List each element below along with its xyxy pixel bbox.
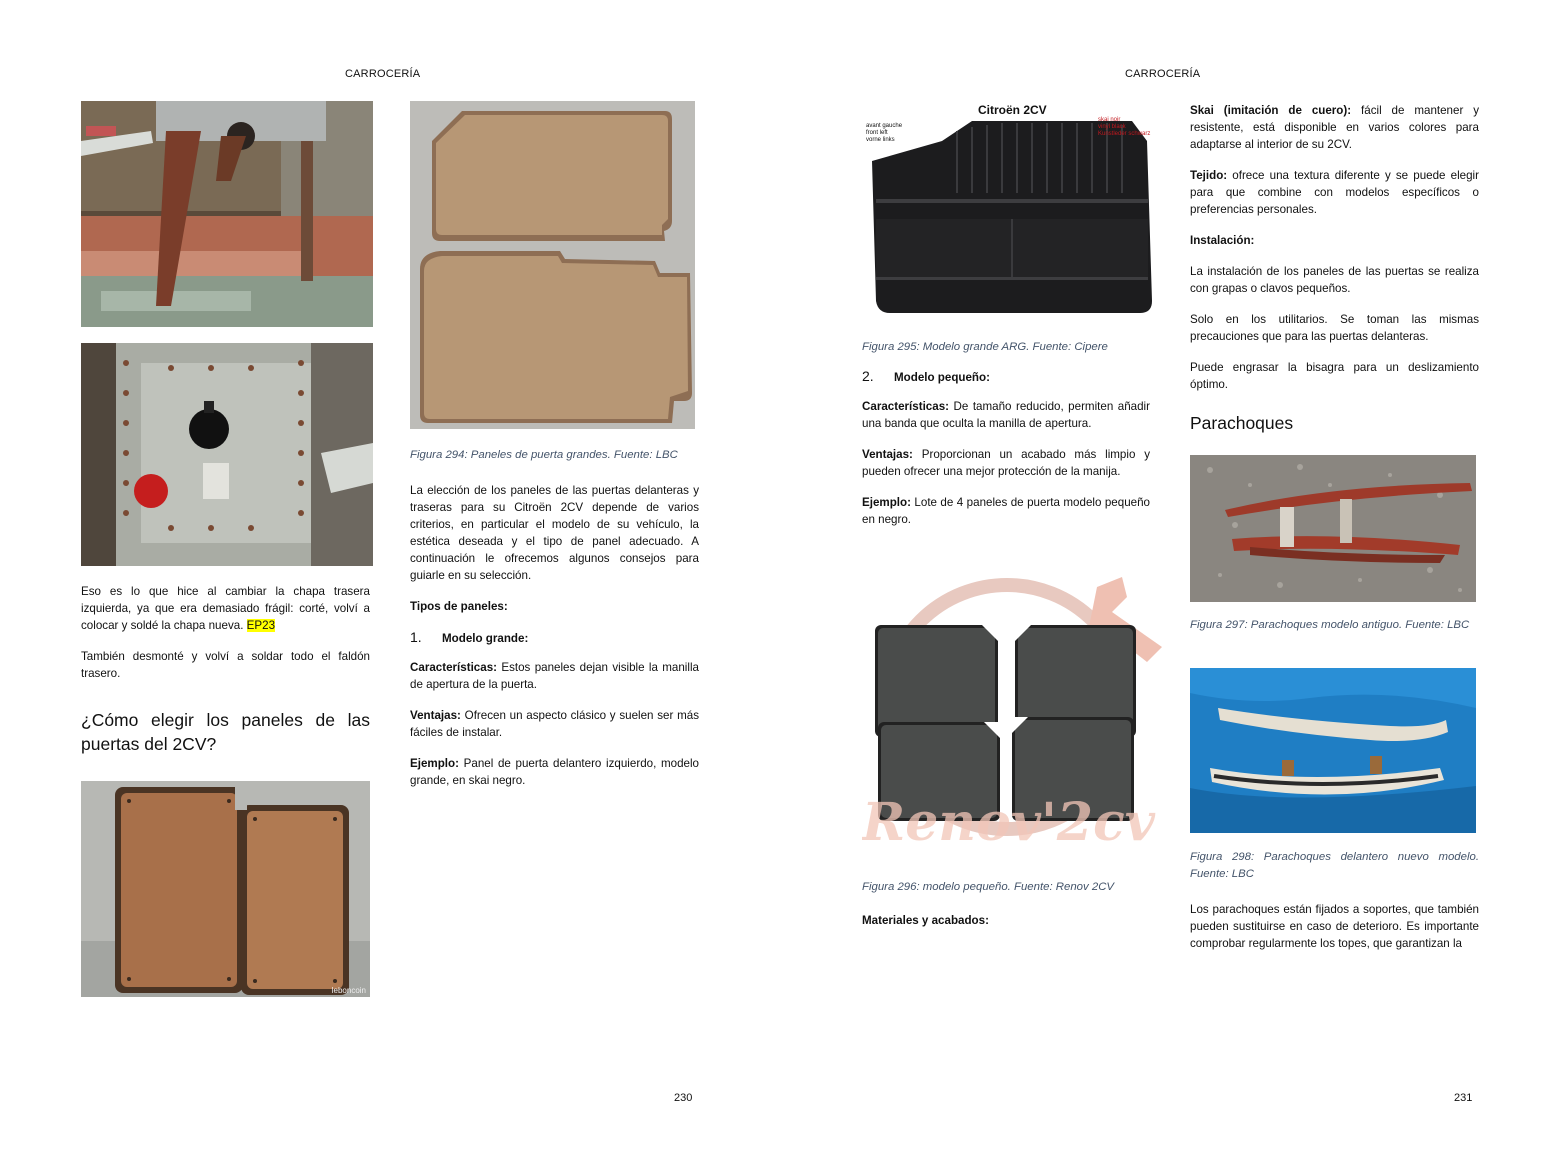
highlight-ep23: EP23 [246, 619, 276, 632]
caption-figure-298: Figura 298: Parachoques delantero nuevo modelo. Fuente: LBC [1190, 851, 1479, 880]
right-page-right-column-bottom [1190, 849, 1479, 966]
photo-welded-panel [81, 343, 373, 566]
right-page [780, 0, 1560, 1170]
caption-figure-295: Figura 295: Modelo grande ARG. Fuente: Cipere [862, 341, 1108, 353]
right-column-text [410, 447, 699, 803]
figure-295-right-label: skai noir vinyl black Kunstleder schwarz [1098, 117, 1151, 137]
right-page-right-column-text [1190, 102, 1479, 407]
figure-295-title: Citroën 2CV [978, 103, 1047, 117]
running-head: CARROCERÍA [345, 68, 421, 80]
paragraph-installation-3: Puede engrasar la bisagra para un deslizamiento óptimo. [1190, 361, 1479, 391]
figure-297-old-bumpers [1190, 455, 1476, 602]
right-page-left-column-text [862, 339, 1150, 542]
watermark-renov2cv: Renov'2cv [862, 792, 1155, 853]
section-heading-door-panels: ¿Cómo elegir los paneles de las puertas del 2CV? [81, 710, 370, 754]
heading-panel-types: Tipos de paneles: [410, 600, 508, 613]
left-column-text [81, 583, 370, 696]
item-number: 2. [862, 368, 874, 384]
item-heading-small-model [862, 368, 1150, 386]
paragraph-characteristics: Características: Estos paneles dejan visible la manilla de apertura de la puerta. [410, 661, 699, 691]
paragraph-advantages: Ventajas: Proporcionan un acabado más limpio y pueden ofrecer una mejor protección de la manija. [862, 448, 1150, 478]
photo-watermark: leboncoin [331, 986, 366, 995]
paragraph-rear-skirt: También desmonté y volví a soldar todo el faldón trasero. [81, 650, 370, 680]
item-heading-large-model [410, 629, 699, 647]
paragraph-tejido: Tejido: ofrece una textura diferente y se puede elegir para que combine con modelos específicos o preferencias personales. [1190, 169, 1479, 216]
figure-295-black-door-panel [862, 101, 1154, 325]
paragraph-example: Ejemplo: Panel de puerta delantero izquierdo, modelo grande, en skai negro. [410, 757, 699, 787]
right-page-left-column-bottom [862, 879, 1150, 943]
paragraph-panel-change: Eso es lo que hice al cambiar la chapa trasera izquierda, ya que era demasiado frágil: corté, volví a colocar y soldé la chapa nueva. EP23 [81, 585, 370, 632]
caption-figure-297: Figura 297: Parachoques modelo antiguo. Fuente: LBC [1190, 619, 1470, 631]
paragraph-bumper-supports: Los parachoques están fijados a soportes, que también pueden sustituirse en caso de deterioro. Es importante comprobar regularmente los topes, que garantizan la [1190, 903, 1479, 950]
running-head: CARROCERÍA [1125, 68, 1201, 80]
caption-figure-294: Figura 294: Paneles de puerta grandes. Fuente: LBC [410, 449, 678, 461]
heading-installation: Instalación: [1190, 234, 1255, 247]
photo-rear-panel-cutting [81, 101, 373, 327]
paragraph-installation-2: Solo en los utilitarios. Se toman las mismas precauciones que para las puertas delanteras. [1190, 313, 1479, 343]
paragraph-intro: La elección de los paneles de las puertas delanteras y traseras para su Citroën 2CV depende de varios criterios, en particular el modelo de su vehículo, la estética deseada y el tipo de panel adecuado. A continuación le ofrecemos algunos consejos para guiarle en su selección. [410, 484, 699, 582]
photo-large-door-panels [410, 101, 695, 429]
caption-figure-296: Figura 296: modelo pequeño. Fuente: Renov 2CV [862, 881, 1115, 893]
item-title: Modelo pequeño: [894, 371, 990, 384]
figure-298-new-bumpers [1190, 668, 1476, 833]
item-number: 1. [410, 629, 422, 645]
paragraph-skai: Skai (imitación de cuero): fácil de mantener y resistente, está disponible en varios colores para adaptarse al interior de su 2CV. [1190, 104, 1480, 151]
caption-297-block [1190, 617, 1479, 648]
item-title: Modelo grande: [442, 632, 529, 645]
photo-brown-door-panels [81, 781, 370, 997]
figure-296-small-door-panels [862, 567, 1172, 857]
page-number: 231 [1454, 1092, 1473, 1104]
paragraph-advantages: Ventajas: Ofrecen un aspecto clásico y suelen ser más fáciles de instalar. [410, 709, 699, 739]
figure-295-left-label: avant gauche front left vorne links [866, 123, 903, 143]
paragraph-example: Ejemplo: Lote de 4 paneles de puerta modelo pequeño en negro. [862, 496, 1150, 526]
page-number: 230 [674, 1092, 693, 1104]
section-heading-bumpers: Parachoques [1190, 413, 1294, 433]
heading-materials: Materiales y acabados: [862, 914, 989, 927]
paragraph-characteristics: Características: De tamaño reducido, permiten añadir una banda que oculta la manilla de apertura. [862, 400, 1150, 430]
paragraph-installation-1: La instalación de los paneles de las puertas se realiza con grapas o clavos pequeños. [1190, 265, 1479, 295]
